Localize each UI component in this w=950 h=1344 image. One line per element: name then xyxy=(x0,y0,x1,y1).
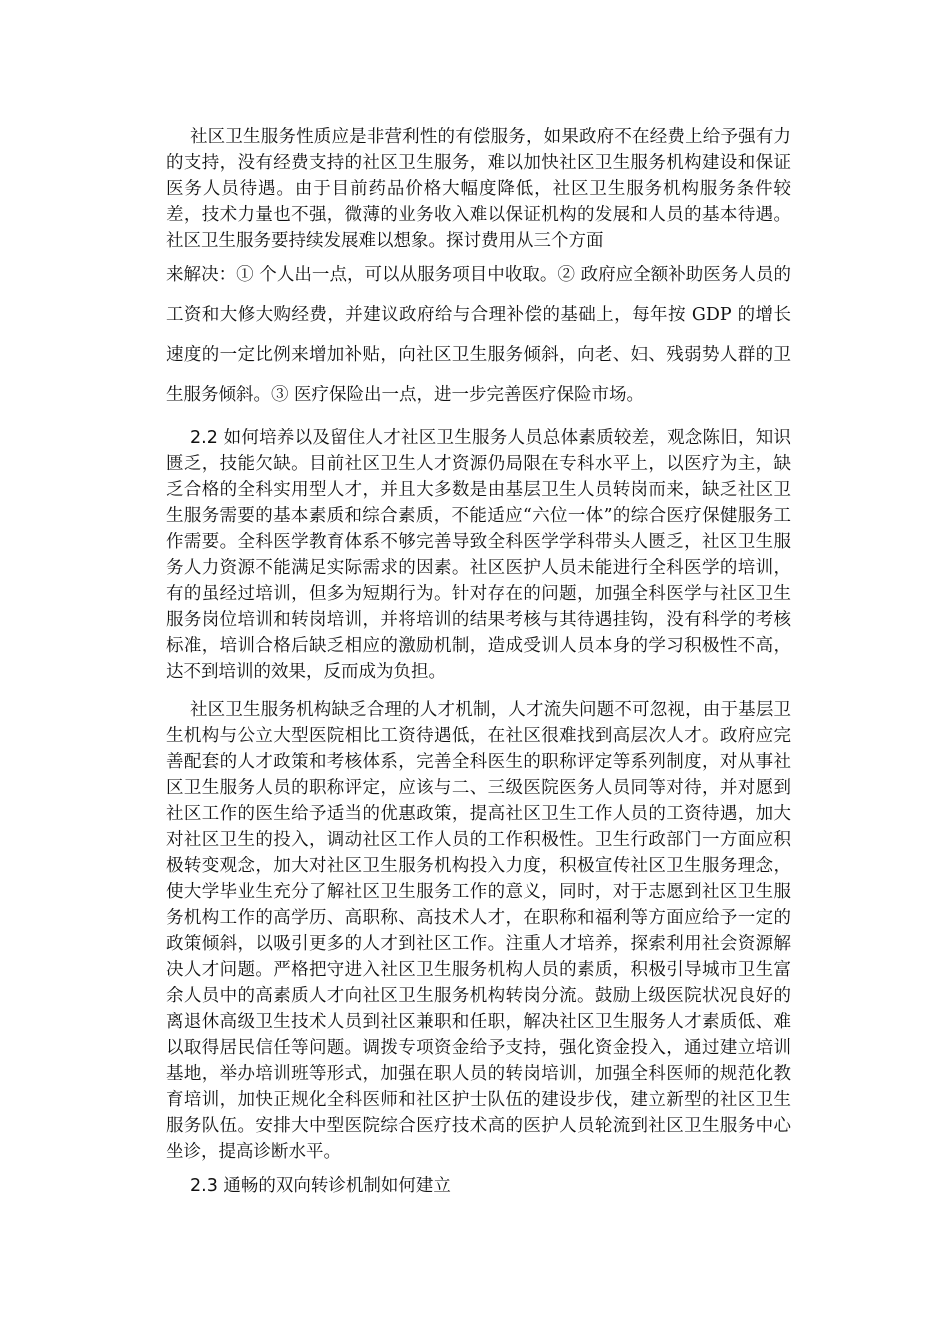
paragraph-funding-solutions: 来解决：① 个人出一点，可以从服务项目中收取。② 政府应全额补助医务人员的工资和大修大购经费，并建议政府给与合理补偿的基础上，每年按 GDP 的增长速度的一定比例来增加补贴，向社区卫生服务倾斜，向老、妇、残弱势人群的卫生服务倾斜。③ 医疗保险出一点，进一步完善医疗保险市场。 xyxy=(166,265,791,405)
section-2-3-number: 2.3 xyxy=(190,1176,218,1196)
section-2-2-text: 如何培养以及留住人才社区卫生服务人员总体素质较差，观念陈旧，知识匮乏，技能欠缺。目前社区卫生人才资源仍局限在专科水平上，以医疗为主，缺乏合格的全科实用型人才，并且大多数是由基层卫生人员转岗而来，缺乏社区卫生服务需要的基本素质和综合素质，不能适应“六位一体”的综合医疗保健服务工作需要。全科医学教育体系不够完善导致全科医学学科带头人匮乏，社区卫生服务人力资源不能满足实际需求的因素。社区医护人员未能进行全科医学的培训，有的虽经过培训，但多为短期行为。针对存在的问题，加强全科医学与社区卫生服务岗位培训和转岗培训，并将培训的结果考核与其待遇挂钩，没有科学的考核标准，培训合格后缺乏相应的激励机制，造成受训人员本身的学习积极性不高，达不到培训的效果，反而成为负担。 xyxy=(166,428,791,682)
section-2-3-heading xyxy=(190,1173,451,1199)
section-2-2-number: 2.2 xyxy=(190,428,218,448)
section-2-2-paragraph xyxy=(166,425,791,685)
section-2-3-title: 通畅的双向转诊机制如何建立 xyxy=(217,1176,451,1196)
paragraph-funding-nature: 社区卫生服务性质应是非营利性的有偿服务，如果政府不在经费上给予强有力的支持，没有经费支持的社区卫生服务，难以加快社区卫生服务机构建设和保证医务人员待遇。由于目前药品价格大幅度降低，社区卫生服务机构服务条件较差，技术力量也不强，微薄的业务收入难以保证机构的发展和人员的基本待遇。社区卫生服务要持续发展难以想象。探讨费用从三个方面 xyxy=(166,127,791,251)
paragraph-talent-mechanism: 社区卫生服务机构缺乏合理的人才机制，人才流失问题不可忽视，由于基层卫生机构与公立大型医院相比工资待遇低，在社区很难找到高层次人才。政府应完善配套的人才政策和考核体系，完善全科医生的职称评定等系列制度，对从事社区卫生服务人员的职称评定，应该与二、三级医院医务人员同等对待，并对愿到社区工作的医生给予适当的优惠政策，提高社区卫生工作人员的工资待遇，加大对社区卫生的投入，调动社区工作人员的工作积极性。卫生行政部门一方面应积极转变观念，加大对社区卫生服务机构投入力度，积极宣传社区卫生服务理念，使大学毕业生充分了解社区卫生服务工作的意义，同时，对于志愿到社区卫生服务机构工作的高学历、高职称、高技术人才，在职称和福利等方面应给予一定的政策倾斜，以吸引更多的人才到社区工作。注重人才培养，探索利用社会资源解决人才问题。严格把守进入社区卫生服务机构人员的素质，积极引导城市卫生富余人员中的高素质人才向社区卫生服务机构转岗分流。鼓励上级医院状况良好的离退休高级卫生技术人员到社区兼职和任职，解决社区卫生服务人才素质低、难以取得居民信任等问题。调拨专项资金给予支持，强化资金投入，通过建立培训基地，举办培训班等形式，加强在职人员的转岗培训，加强全科医师的规范化教育培训，加快正规化全科医师和社区护士队伍的建设步伐，建立新型的社区卫生服务队伍。安排大中型医院综合医疗技术高的医护人员轮流到社区卫生服务中心坐诊，提高诊断水平。 xyxy=(166,700,791,1162)
